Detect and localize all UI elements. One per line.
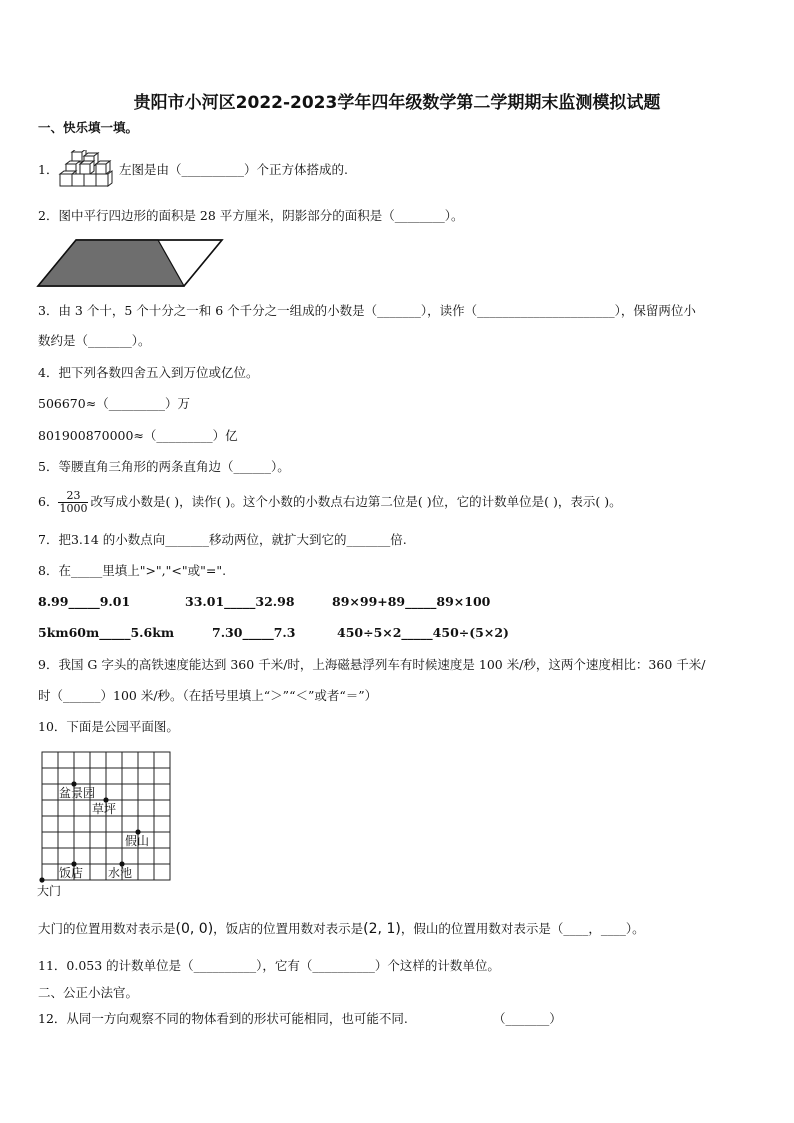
question-1-text: 左图是由（__________）个正方体搭成的.	[119, 162, 348, 177]
question-9-line-1: 9．我国 G 字头的高铁速度能达到 360 千米/时，上海磁悬浮列车有时候速度是 100 米/秒，这两个速度相比：360 千米/	[38, 657, 706, 672]
question-4-text: 4．把下列各数四舍五入到万位或亿位。	[38, 365, 259, 380]
question-10-part-3: ，假山的位置用数对表示是（____，____）。	[400, 921, 645, 936]
question-3-line-2: 数约是（_______）。	[38, 333, 151, 348]
question-6	[38, 489, 622, 515]
gate-point	[39, 877, 44, 882]
question-10-answer-line	[38, 921, 645, 937]
map-label-lawn: 草坪	[92, 802, 117, 816]
compare-item-5: 7.30_____7.3	[212, 625, 296, 640]
pair-restaurant: (2, 1)	[363, 921, 401, 937]
compare-item-4: 5km60m_____5.6km	[38, 625, 175, 640]
question-6-text: 改写成小数是( )，读作( )。这个小数的小数点右边第二位是( )位，它的计数单位是( )，表示( )。	[90, 494, 622, 509]
question-7-text: 7．把3.14 的小数点向_______移动两位，就扩大到它的_______倍.	[38, 532, 407, 547]
question-9-line-2: 时（______）100 米/秒。（在括号里填上“＞”“＜”或者“＝”）	[38, 688, 378, 703]
map-label-pond: 水池	[108, 866, 133, 880]
section-heading-1: 一、快乐填一填。	[38, 120, 139, 135]
compare-item-3: 89×99+89_____89×100	[332, 594, 491, 609]
question-10-part-2: ，饭店的位置用数对表示是	[213, 921, 364, 936]
map-label-bonsai-garden: 盆景园	[59, 786, 96, 800]
cube-stack-figure	[58, 150, 120, 190]
question-1-number: 1．	[38, 162, 59, 177]
section-heading-2: 二、公正小法官。	[38, 985, 139, 1000]
fraction-23-over-1000	[58, 490, 88, 515]
park-map-grid	[34, 748, 176, 900]
question-4-item-2: 801900870000≈（_________）亿	[38, 428, 238, 443]
question-10-text: 10．下面是公园平面图。	[38, 719, 179, 734]
page-title: 贵阳市小河区2022-2023学年四年级数学第二学期期末监测模拟试题	[133, 93, 661, 113]
question-6-number: 6．	[38, 494, 59, 509]
pair-gate: (0, 0)	[175, 921, 214, 937]
parallelogram-figure	[36, 236, 226, 290]
question-12-text: 12．从同一方向观察不同的物体看到的形状可能相同，也可能不同.	[38, 1011, 408, 1026]
compare-item-6: 450÷5×2_____450÷(5×2)	[337, 625, 509, 640]
question-8-text: 8．在_____里填上">","<"或"=".	[38, 563, 227, 578]
question-2-text: 2．图中平行四边形的面积是 28 平方厘米，阴影部分的面积是（________）。	[38, 208, 464, 223]
question-4-item-1: 506670≈（_________）万	[38, 396, 190, 411]
map-label-restaurant: 饭店	[59, 866, 84, 880]
compare-item-1: 8.99_____9.01	[38, 594, 131, 609]
fraction-numerator: 23	[58, 490, 88, 503]
compare-item-2: 33.01_____32.98	[185, 594, 295, 609]
question-3-line-1: 3．由 3 个十，5 个十分之一和 6 个千分之一组成的小数是（_______），读作（______________________），保留两位小	[38, 303, 696, 318]
question-11-text: 11．0.053 的计数单位是（__________），它有（__________）个这样的计数单位。	[38, 958, 500, 973]
map-label-gate: 大门	[37, 884, 62, 898]
fraction-denominator: 1000	[59, 502, 88, 515]
question-10-part-1: 大门的位置用数对表示是	[38, 921, 176, 936]
question-12-answer-blank: （_______）	[493, 1011, 562, 1026]
map-label-rockery: 假山	[125, 834, 150, 848]
question-5-text: 5．等腰直角三角形的两条直角边（______）。	[38, 459, 290, 474]
